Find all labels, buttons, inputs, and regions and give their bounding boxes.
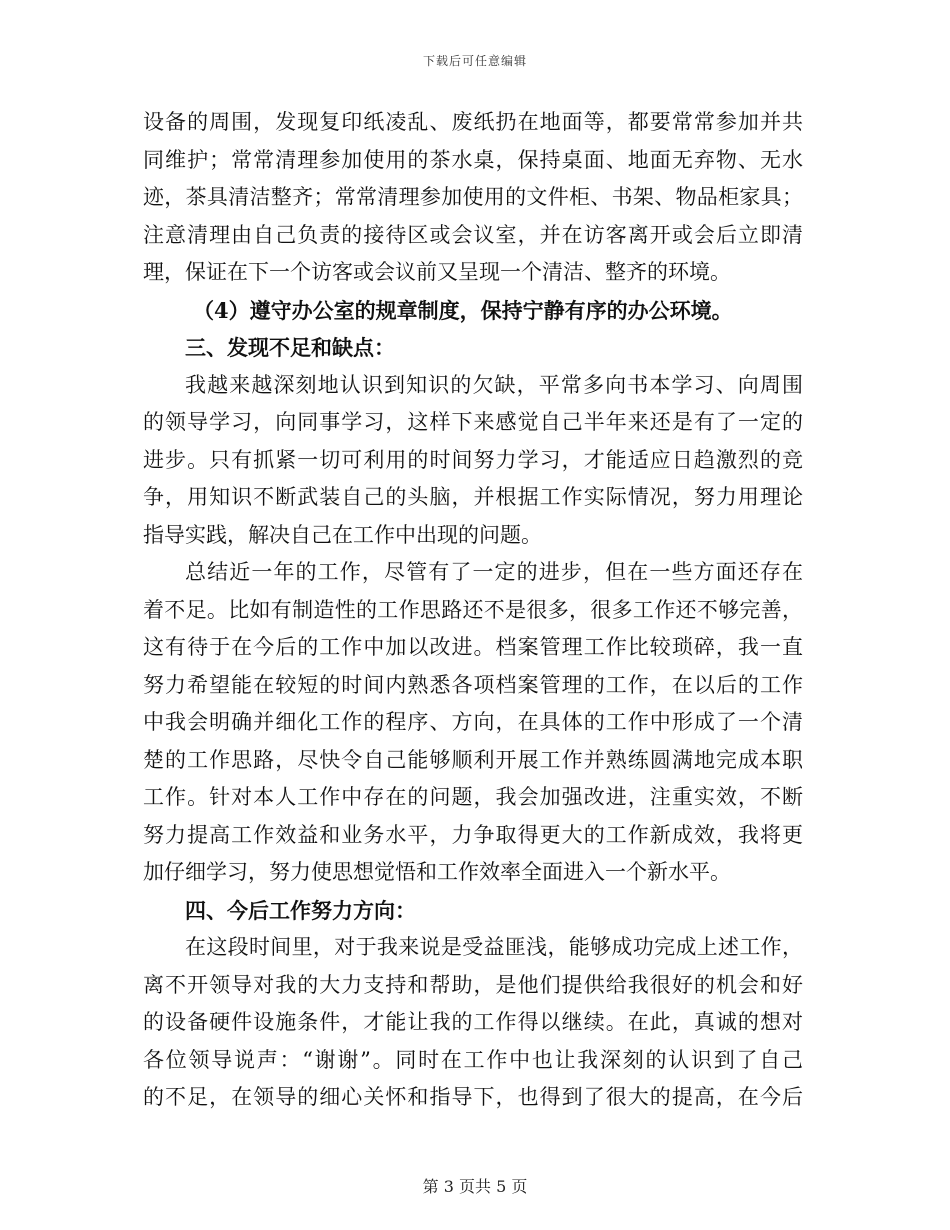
paragraph-line: 在这段时间里，对于我来说是受益匪浅，能够成功完成上述工作， [185, 935, 803, 959]
paragraph-line: 争，用知识不断武装自己的头脑，并根据工作实际情况，努力用理论 [143, 485, 803, 509]
document-body [143, 104, 803, 1117]
paragraph-line: 我越来越深刻地认识到知识的欠缺，平常多向书本学习、向周围 [185, 372, 803, 397]
paragraph-line: 总结近一年的工作，尽管有了一定的进步，但在一些方面还存在 [185, 560, 803, 584]
paragraph-line: 努力提高工作效益和业务水平，力争取得更大的工作新成效，我将更 [143, 822, 803, 847]
paragraph-line: 的设备硬件设施条件，才能让我的工作得以继续。在此，真诚的想对 [143, 1010, 803, 1034]
paragraph-line: 理，保证在下一个访客或会议前又呈现一个清洁、整齐的环境。 [143, 260, 731, 284]
paragraph-line: 这有待于在今后的工作中加以改进。档案管理工作比较琐碎，我一直 [143, 635, 803, 659]
paragraph-line: 楚的工作思路，尽快令自己能够顺利开展工作并熟练圆满地完成本职 [143, 747, 803, 772]
paragraph-line: 迹，茶具清洁整齐；常常清理参加使用的文件柜、书架、物品柜家具； [143, 185, 803, 209]
page-footer: 第 3 页共 5 页 [422, 1177, 528, 1196]
paragraph-line: 工作。针对本人工作中存在的问题，我会加强改进，注重实效，不断 [143, 785, 803, 809]
page-header: 下载后可任意编辑 [422, 54, 527, 68]
paragraph-line: 各位领导说声：“谢谢”。同时在工作中也让我深刻的认识到了自己 [143, 1047, 803, 1072]
paragraph-line: 的领导学习，向同事学习，这样下来感觉自己半年来还是有了一定的 [143, 410, 803, 434]
paragraph-line: 加仔细学习，努力使思想觉悟和工作效率全面进入一个新水平。 [143, 860, 731, 884]
subsection-heading: （4）遵守办公室的规章制度，保持宁静有序的办公环境。 [193, 297, 733, 323]
paragraph-line: 指导实践，解决自己在工作中出现的问题。 [143, 522, 542, 547]
paragraph-line: 中我会明确并细化工作的程序、方向，在具体的工作中形成了一个清 [143, 710, 803, 734]
paragraph-line: 的不足，在领导的细心关怀和指导下，也得到了很大的提高，在今后 [143, 1085, 803, 1109]
paragraph-line: 进步。只有抓紧一切可利用的时间努力学习，才能适应日趋激烈的竞 [143, 447, 803, 472]
paragraph-line: 同维护；常常清理参加使用的茶水桌，保持桌面、地面无弃物、无水 [143, 147, 803, 172]
section-heading: 三、发现不足和缺点： [185, 335, 395, 360]
paragraph-line: 离不开领导对我的大力支持和帮助，是他们提供给我很好的机会和好 [143, 972, 803, 997]
paragraph-line: 着不足。比如有制造性的工作思路还不是很多，很多工作还不够完善， [143, 597, 803, 622]
section-heading: 四、今后工作努力方向： [185, 897, 416, 923]
paragraph-line: 注意清理由自己负责的接待区或会议室，并在访客离开或会后立即清 [143, 222, 803, 247]
paragraph-line: 努力希望能在较短的时间内熟悉各项档案管理的工作，在以后的工作 [143, 672, 803, 697]
paragraph-line: 设备的周围，发现复印纸凌乱、废纸扔在地面等，都要常常参加并共 [143, 110, 803, 134]
